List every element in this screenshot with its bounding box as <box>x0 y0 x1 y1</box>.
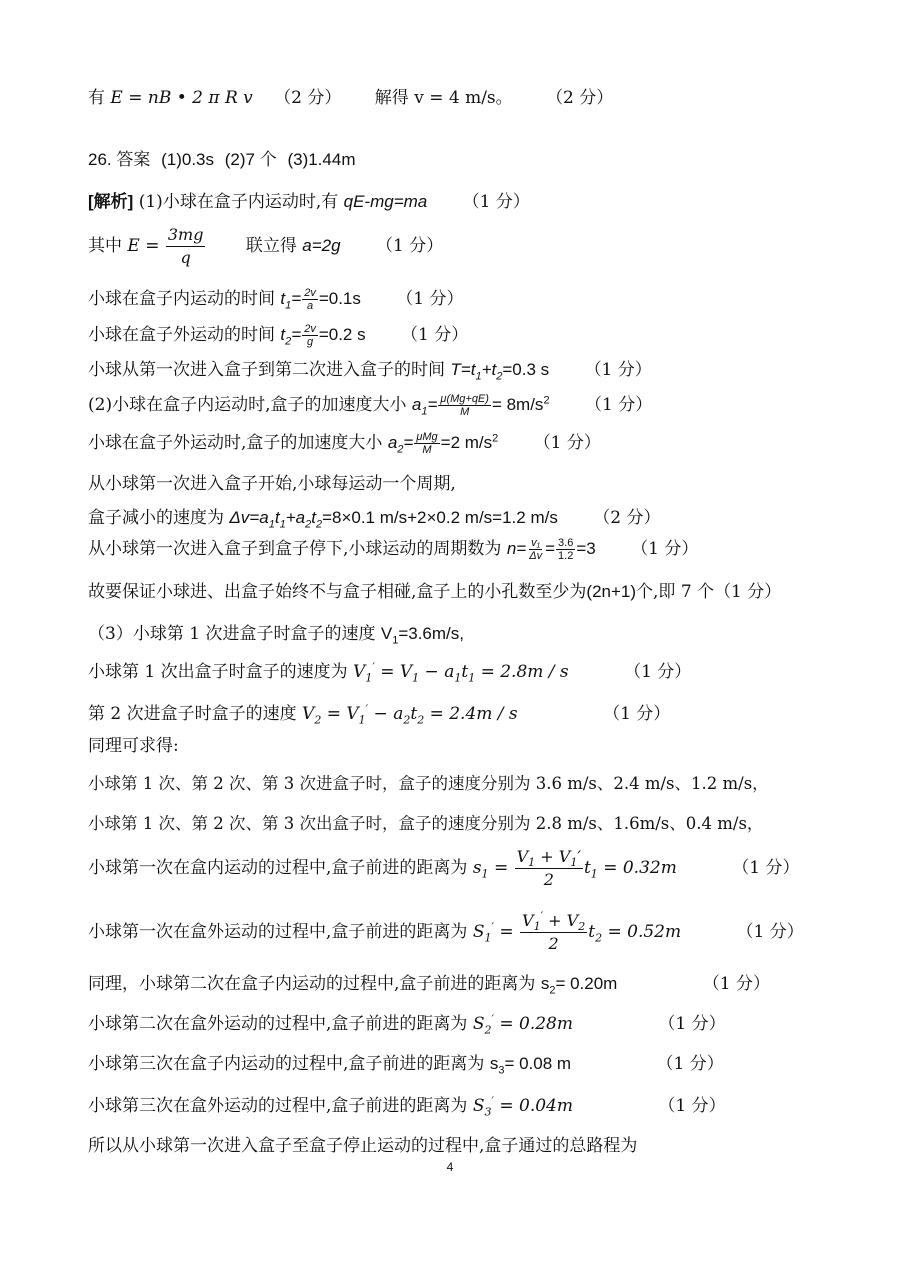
analysis-line-3: 小球在盒子内运动的时间 $t_1=$ $\frac{2v}{a}$ =0.1s （1 分） <box>88 287 464 312</box>
answer-line: 26. 答案 (1)0.3s (2)7 个 (3)1.44m <box>88 150 356 169</box>
emf-formula: E = nB • 2 π R v <box>110 88 253 108</box>
analysis-line-7: 小球在盒子外运动时,盒子的加速度大小 $a_2=$ $\frac{\text{μMg}}{M}$ =2 $m/s^2$ （1 分） <box>88 431 601 456</box>
fraction-e: $\frac{3mg}{q}$ <box>167 225 204 267</box>
analysis-line-14: 第 2 次进盒子时盒子的速度 $V_2 = V_1' - a_2t_2 = 2.4m / s$ （1 分） <box>88 702 671 727</box>
analysis-line-19: 小球第一次在盒外运动的过程中,盒子前进的距离为 $S_1'$ = $\frac{V_1' + V_2}{2}$ $t_2 = 0.52m$ （1 分） <box>88 909 804 953</box>
analysis-line-12: （3）小球第 1 次进盒子时盒子的速度 $V_1=3.6m/s$, <box>88 624 464 647</box>
page-number: 4 <box>446 1160 454 1174</box>
analysis-line-21: 小球第二次在盒外运动的过程中,盒子前进的距离为 $S_2' = 0.28m$ （1 分） <box>88 1012 726 1037</box>
analysis-line-17: 小球第 1 次、第 2 次、第 3 次出盒子时，盒子的速度分别为 2.8 m/s、1.6m/s、0.4 m/s， <box>88 814 764 833</box>
analysis-line-10: 从小球第一次进入盒子到盒子停下,小球运动的周期数为 n= $\frac{\text{v₁}}{\Delta v}$ = $\frac{3.6}{1.2}$ =3 （1 分） <box>88 537 699 562</box>
analysis-line-5: 小球从第一次进入盒子到第二次进入盒子的时间 $T=t_1+t_2=0.3$ s （1 分） <box>88 360 652 383</box>
analysis-line-2: 其中 E = $\frac{3mg}{q}$ 联立得 a=2g （1 分） <box>88 225 444 267</box>
analysis-line-8: 从小球第一次进入盒子开始,小球每运动一个周期, <box>88 474 456 494</box>
analysis-line-20: 同理，小球第二次在盒子内运动的过程中,盒子前进的距离为 $s_2= 0.20m$ （1 分） <box>88 974 770 997</box>
analysis-line-22: 小球第三次在盒子内运动的过程中,盒子前进的距离为 $s_3= 0.08$ m （1 分） <box>88 1054 724 1077</box>
analysis-line-1: [解析] (1)小球在盒子内运动时,有 qE-mg=ma （1 分） <box>88 192 530 212</box>
analysis-line-23: 小球第三次在盒外运动的过程中,盒子前进的距离为 $S_3' = 0.04m$ （1 分） <box>88 1094 726 1119</box>
analysis-line-18: 小球第一次在盒内运动的过程中,盒子前进的距离为 $s_1$ = $\frac{V_1 + V_1'}{2}$ $t_1 = 0.32m$ （1 分） <box>88 847 800 889</box>
line-emf: 有 E = nB • 2 π R v （2 分） 解得 v = 4 m/s。 （2 分） <box>88 88 614 108</box>
analysis-tag: [解析] <box>88 192 134 211</box>
analysis-line-6: (2)小球在盒子内运动时,盒子的加速度大小 $a_1=$ $\frac{\mu(Mg+qE)}{M}$ = $8m/s^2$ （1 分） <box>88 393 653 418</box>
analysis-line-4: 小球在盒子外运动的时间 $t_2=$ $\frac{2v}{g}$ =0.2 s （1 分） <box>88 323 469 348</box>
analysis-line-24: 所以从小球第一次进入盒子至盒子停止运动的过程中,盒子通过的总路程为 <box>88 1136 638 1156</box>
analysis-line-13: 小球第 1 次出盒子时盒子的速度为 $V_1' = V_1 - a_1t_1 = 2.8m / s$ （1 分） <box>88 660 692 685</box>
analysis-line-9: 盒子减小的速度为 $\Delta v=a_1t_1+a_2t_2=8\times 0.1$ m/s+2×0.2 m/s=1.2 m/s （2 分） <box>88 508 661 531</box>
analysis-line-16: 小球第 1 次、第 2 次、第 3 次进盒子时，盒子的速度分别为 3.6 m/s、2.4 m/s、1.2 m/s， <box>88 774 769 793</box>
analysis-line-11: 故要保证小球进、出盒子始终不与盒子相碰,盒子上的小孔数至少为(2n+1)个,即 7 个（1 分） <box>88 582 782 602</box>
solve-result: 解得 v = 4 m/s。 <box>374 88 513 108</box>
analysis-line-15: 同理可求得: <box>88 736 179 756</box>
